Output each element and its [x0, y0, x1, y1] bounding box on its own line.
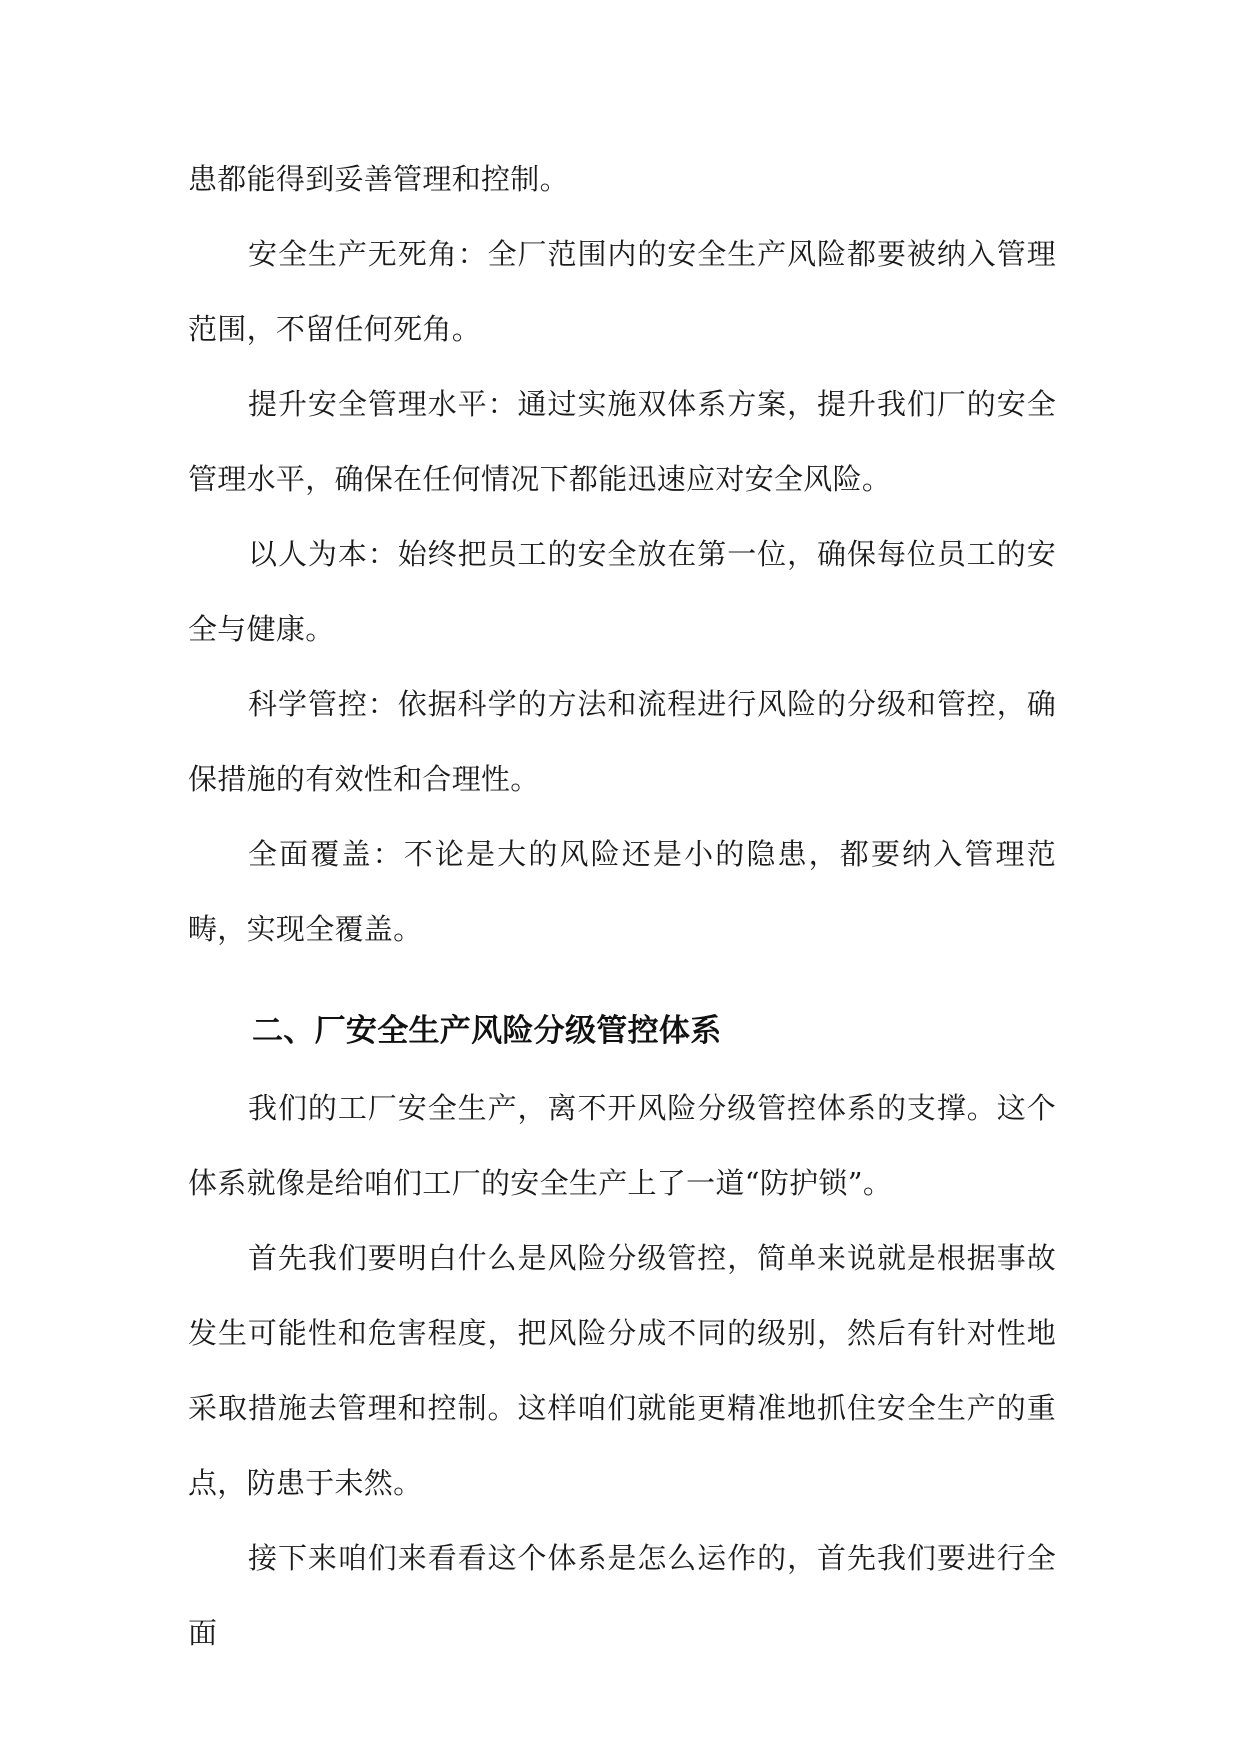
paragraph-continuation: 患都能得到妥善管理和控制。 — [188, 162, 569, 196]
paragraph-what-is-risk-grading: 首先我们要明白什么是风险分级管控，简单来说就是根据事故发生可能性和危害程度，把风险分成不同的级别，然后有针对性地采取措施去管理和控制。这样咱们就能更精准地抓住安全生产的重点，防患于未然。 — [188, 1241, 1056, 1500]
paragraph-no-blind-spots: 安全生产无死角：全厂范围内的安全生产风险都要被纳入管理范围，不留任何死角。 — [188, 237, 1056, 346]
paragraph-scientific-control: 科学管控：依据科学的方法和流程进行风险的分级和管控，确保措施的有效性和合理性。 — [188, 687, 1056, 796]
paragraph-improve-management: 提升安全管理水平：通过实施双体系方案，提升我们厂的安全管理水平，确保在任何情况下都能迅速应对安全风险。 — [188, 387, 1056, 496]
section-heading: 二、厂安全生产风险分级管控体系 — [252, 1013, 722, 1049]
paragraph-how-it-works: 接下来咱们来看看这个体系是怎么运作的，首先我们要进行全面 — [188, 1541, 1056, 1650]
paragraph-system-support: 我们的工厂安全生产，离不开风险分级管控体系的支撑。这个体系就像是给咱们工厂的安全生产上了一道“防护锁”。 — [188, 1091, 1056, 1200]
document-body — [188, 142, 1056, 1671]
paragraph-full-coverage: 全面覆盖：不论是大的风险还是小的隐患，都要纳入管理范畴，实现全覆盖。 — [188, 837, 1056, 946]
paragraph-people-oriented: 以人为本：始终把员工的安全放在第一位，确保每位员工的安全与健康。 — [188, 537, 1056, 646]
